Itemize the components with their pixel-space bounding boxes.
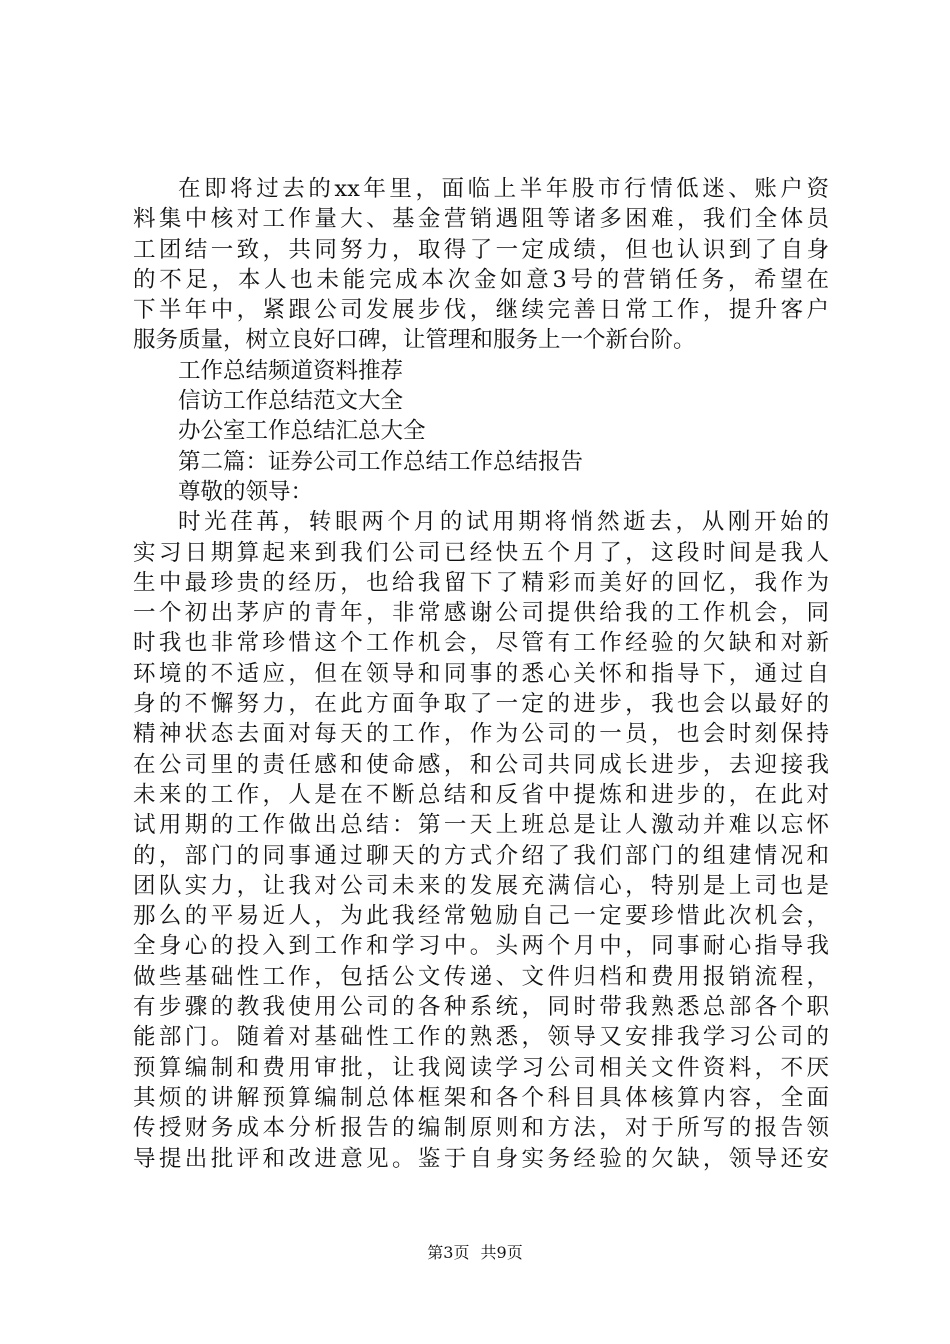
text-line: 环境的不适应，但在领导和同事的悉心关怀和指导下，通过自: [133, 660, 829, 687]
text-line: 工团结一致，共同努力，取得了一定成绩，但也认识到了自身: [133, 236, 829, 263]
text-line: 实习日期算起来到我们公司已经快五个月了，这段时间是我人: [133, 539, 829, 566]
text-line: 试用期的工作做出总结：第一天上班总是让人激动并难以忘怀: [133, 812, 829, 839]
text-line: 工作总结频道资料推荐: [178, 357, 404, 384]
text-line: 导提出批评和改进意见。鉴于自身实务经验的欠缺，领导还安: [133, 1145, 829, 1172]
text-line: 办公室工作总结汇总大全: [178, 418, 426, 445]
text-line: 能部门。随着对基础性工作的熟悉，领导又安排我学习公司的: [133, 1024, 829, 1051]
text-line: 其烦的讲解预算编制总体框架和各个科目具体核算内容，全面: [133, 1084, 829, 1111]
text-line: 第二篇：证券公司工作总结工作总结报告: [178, 448, 584, 475]
text-line: 精神状态去面对每天的工作，作为公司的一员，也会时刻保持: [133, 721, 829, 748]
text-line: 生中最珍贵的经历，也给我留下了精彩而美好的回忆，我作为: [133, 569, 829, 596]
text-line: 时我也非常珍惜这个工作机会，尽管有工作经验的欠缺和对新: [133, 630, 829, 657]
text-line: 信访工作总结范文大全: [178, 388, 404, 415]
text-line: 下半年中，紧跟公司发展步伐，继续完善日常工作，提升客户: [133, 297, 829, 324]
text-line: 有步骤的教我使用公司的各种系统，同时带我熟悉总部各个职: [133, 994, 829, 1021]
text-line: 传授财务成本分析报告的编制原则和方法，对于所写的报告领: [133, 1115, 829, 1142]
text-line: 的不足，本人也未能完成本次金如意3号的营销任务，希望在: [133, 266, 829, 293]
text-line: 时光荏苒，转眼两个月的试用期将悄然逝去，从刚开始的: [178, 509, 829, 536]
document-body: [133, 174, 829, 1174]
text-line: 料集中核对工作量大、基金营销遇阻等诸多困难，我们全体员: [133, 206, 829, 233]
text-line: 服务质量，树立良好口碑，让管理和服务上一个新台阶。: [133, 327, 696, 354]
text-line: 团队实力，让我对公司未来的发展充满信心，特别是上司也是: [133, 872, 829, 899]
text-line: 尊敬的领导：: [178, 478, 314, 505]
page-number: 第3页: [427, 1243, 470, 1262]
text-line: 未来的工作，人是在不断总结和反省中提炼和进步的，在此对: [133, 781, 829, 808]
text-line: 预算编制和费用审批，让我阅读学习公司相关文件资料，不厌: [133, 1054, 829, 1081]
text-line: 做些基础性工作，包括公文传递、文件归档和费用报销流程，: [133, 963, 829, 990]
text-line: 的，部门的同事通过聊天的方式介绍了我们部门的组建情况和: [133, 842, 829, 869]
text-line: 在即将过去的xx年里，面临上半年股市行情低迷、账户资: [178, 176, 829, 202]
text-line: 身的不懈努力，在此方面争取了一定的进步，我也会以最好的: [133, 691, 829, 718]
page-footer: [0, 1242, 950, 1264]
text-line: 全身心的投入到工作和学习中。头两个月中，同事耐心指导我: [133, 933, 829, 960]
text-line: 一个初出茅庐的青年，非常感谢公司提供给我的工作机会，同: [133, 600, 829, 627]
page-total: 共9页: [480, 1243, 523, 1262]
text-line: 那么的平易近人，为此我经常勉励自己一定要珍惜此次机会，: [133, 903, 829, 930]
text-line: 在公司里的责任感和使命感，和公司共同成长进步，去迎接我: [133, 751, 829, 778]
